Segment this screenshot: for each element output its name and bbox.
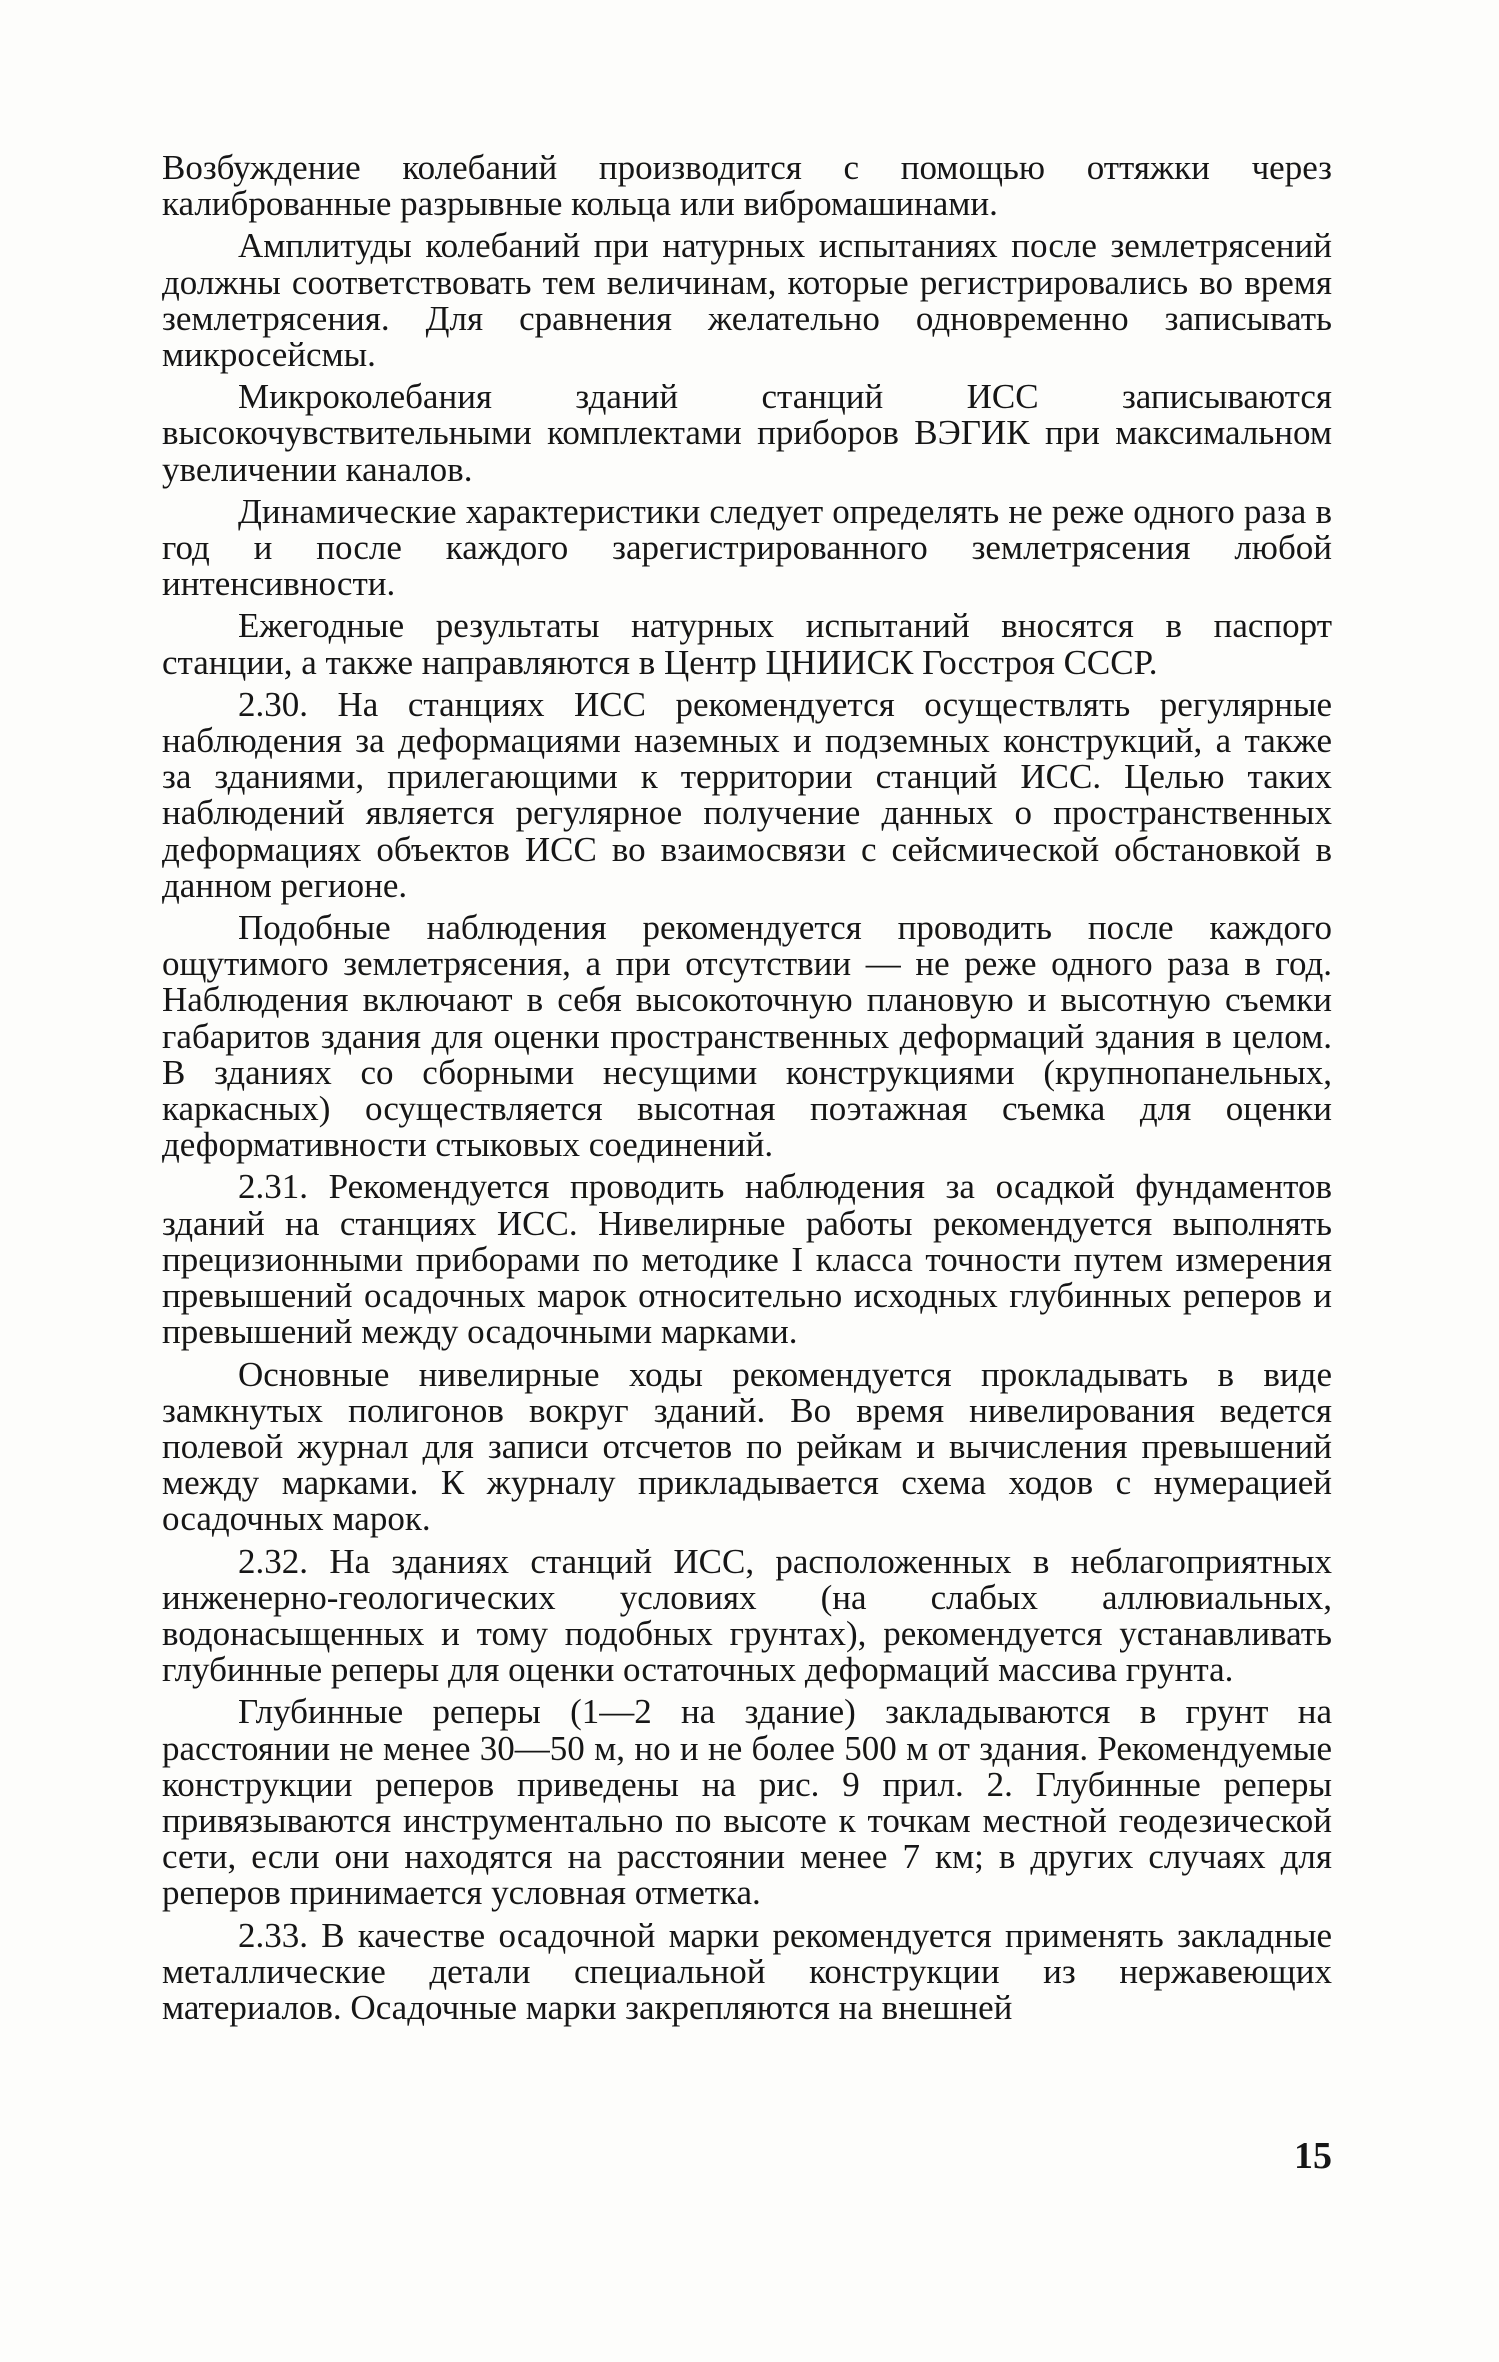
paragraph-annual-results: Ежегодные результаты натурных испытаний вносятся в паспорт станции, а также направляются в Центр ЦНИИСК Госстроя СССР. xyxy=(162,606,1332,682)
paragraph-microvibrations: Микроколебания зданий станций ИСС записываются высокочувствительными комплектами приборов ВЭГИК при максимальном увеличении каналов. xyxy=(162,377,1332,489)
paragraph-2-32: 2.32. На зданиях станций ИСС, расположенных в неблагоприятных инженерно-геологических условиях (на слабых аллювиальных, водонасыщенных и тому подобных грунтах), рекомендуется устанавливать глубинные реперы для оценки остаточных деформаций массива грунта. xyxy=(162,1541,1332,1690)
paragraph-2-30-observations: Подобные наблюдения рекомендуется проводить после каждого ощутимого землетрясения, а при отсутствии — не реже одного раза в год. Наблюдения включают в себя высокоточную плановую и высотную съемки габаритов здания для оценки пространственных деформаций здания в целом. В зданиях со сборными несущими конструкциями (крупнопанельных, каркасных) осуществляется высотная поэтажная съемка для оценки деформативности стыковых соединений. xyxy=(162,908,1332,1165)
page-number: 15 xyxy=(1294,2135,1332,2177)
paragraph-2-31-leveling: Основные нивелирные ходы рекомендуется прокладывать в виде замкнутых полигонов вокруг зданий. Во время нивелирования ведется полевой журнал для записи отсчетов по рейкам и вычисления превышений между марками. К журналу прикладывается схема ходов с нумерацией осадочных марок. xyxy=(162,1354,1332,1539)
paragraph-dynamic-characteristics: Динамические характеристики следует определять не реже одного раза в год и после каждого зарегистрированного землетрясения любой интенсивности. xyxy=(162,491,1332,604)
paragraph-2-30: 2.30. На станциях ИСС рекомендуется осуществлять регулярные наблюдения за деформациями наземных и подземных конструкций, а также за зданиями, прилегающими к территории станций ИСС. Целью таких наблюдений является регулярное получение данных о пространственных деформациях объектов ИСС во взаимосвязи с сейсмической обстановкой в данном регионе. xyxy=(162,684,1332,905)
paragraph-excitation: Возбуждение колебаний производится с помощью оттяжки через калиброванные разрывные кольца или вибромашинами. xyxy=(162,148,1332,224)
paragraph-2-31: 2.31. Рекомендуется проводить наблюдения за осадкой фундаментов зданий на станциях ИСС. Нивелирные работы рекомендуется выполнять прецизионными приборами по методике I класса точности путем измерения превышений осадочных марок относительно исходных глубинных реперов и превышений между осадочными марками. xyxy=(162,1167,1332,1352)
body-text xyxy=(162,150,1332,2032)
paragraph-2-32-benchmarks: Глубинные реперы (1—2 на здание) закладываются в грунт на расстоянии не менее 30—50 м, но и не более 500 м от здания. Рекомендуемые конструкции реперов приведены на рис. 9 прил. 2. Глубинные реперы привязываются инструментально по высоте к точкам местной геодезической сети, если они находятся на расстоянии менее 7 км; в других случаях для реперов принимается условная отметка. xyxy=(162,1692,1332,1913)
paragraph-2-33: 2.33. В качестве осадочной марки рекомендуется применять закладные металлические детали специальной конструкции из нержавеющих материалов. Осадочные марки закрепляются на внешней xyxy=(162,1915,1332,2027)
paragraph-amplitudes: Амплитуды колебаний при натурных испытаниях после землетрясений должны соответствовать тем величинам, которые регистрировались во время землетрясения. Для сравнения желательно одновременно записывать микросейсмы. xyxy=(162,226,1332,375)
